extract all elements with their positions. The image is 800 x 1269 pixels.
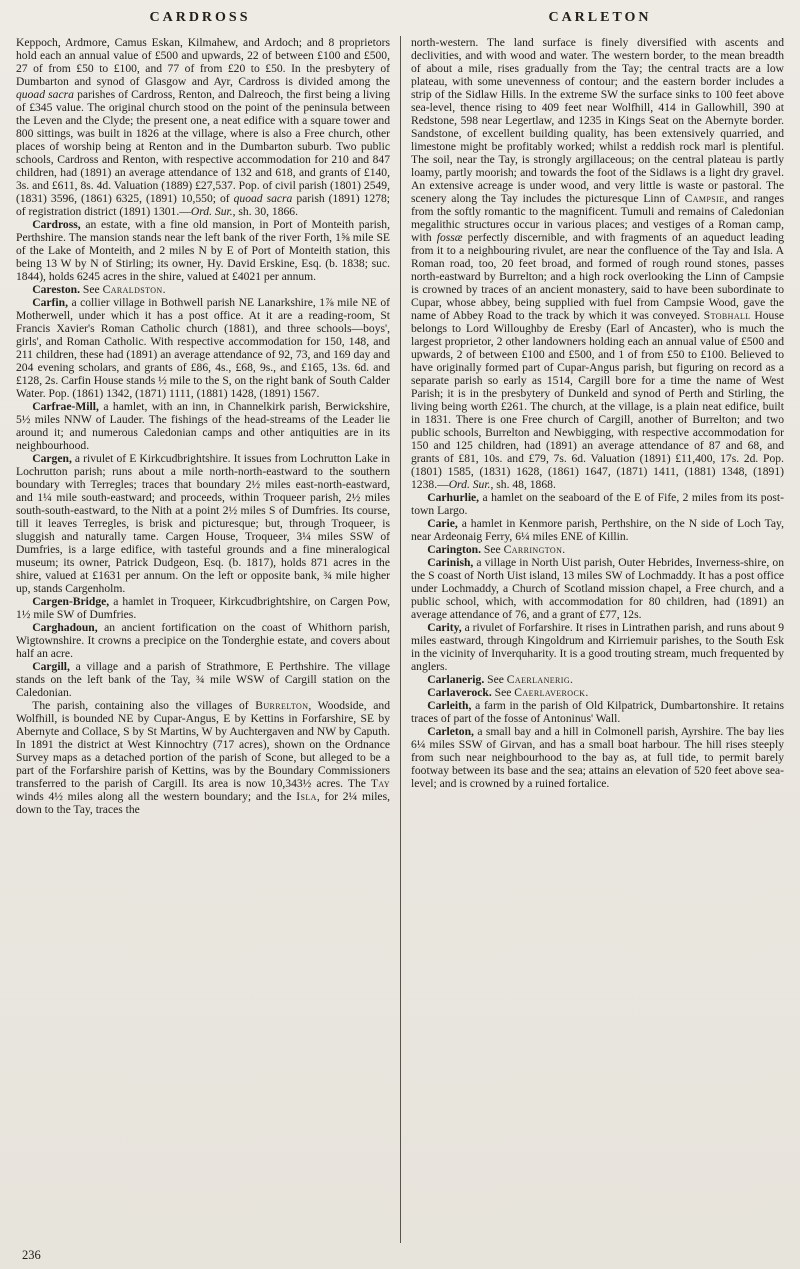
entry-text: Tay	[370, 777, 390, 790]
entry-text: quoad sacra	[233, 192, 293, 205]
entry-paragraph	[411, 673, 784, 686]
entry-text: a rivulet of Forfarshire. It rises in Lintrathen parish, and runs about 9 miles eastward, through Kingoldrum and Kirriemuir parishes, to the South Esk in the vicinity of Inverquharity. It is a good trouting stream, much frequented by anglers.	[411, 621, 784, 673]
entry-text: Ord. Sur.	[190, 205, 233, 218]
entry-text: perfectly discernible, and with fragments of an aqueduct leading from it to a neighbouring rivulet, are near the confluence of the Tay and Isla. A Roman road, too, 20 feet broad, and formed of rough round stones, passes north-eastward by Burrelton; and a high rock overlooking the Linn of Campsie is crowned by traces of an ancient monastery, said to have been subordinate to Cupar, whose abbey, being supplied with fuel from Campsie Wood, gave the name of Abbey Road to the track by which it was conveyed.	[411, 231, 784, 322]
entry-text: a village and a parish of Strathmore, E Perthshire. The village stands on the left bank of the Tay, ¾ mile WSW of Cargill station on the Caledonian.	[16, 660, 390, 699]
entry-text: , and ranges from the softly romantic to the magnificent. Tumuli and remains of Caledonian megalithic structures occur in various places; and vestiges of a Roman camp, with	[411, 192, 784, 244]
entry-paragraph	[16, 36, 390, 218]
entry-name: Carity,	[427, 621, 462, 634]
text-columns	[16, 36, 784, 1243]
running-heads	[0, 10, 800, 26]
entry-text: , Woodside, and Wolfhill, is bounded NE by Cupar-Angus, E by Kettins in Forfarshire, SE by Abernyte and Collace, S by St Martins, W by Auchtergaven and NW by Caputh. In 1891 the district at West Kinnochtry (717 acres), shown on the Ordnance Survey maps as a detached portion of the parish of Scone, but alleged to be a part of the Forfarshire parish of Kettins, was by the Boundary Commissioners transferred to the parish of Cargill. Its area is now 10,343½ acres. The	[16, 699, 390, 790]
entry-text: Caerlanerig.	[506, 673, 574, 686]
entry-text: The parish, containing also the villages of	[32, 699, 256, 712]
entry-paragraph	[411, 686, 784, 699]
entry-text: a hamlet on the seaboard of the E of Fife, 2 miles from its post-town Largo.	[411, 491, 784, 517]
entry-name: Carghadoun,	[32, 621, 98, 634]
entry-text: a village in North Uist parish, Outer Hebrides, Inverness-shire, on the S coast of North Uist island, 13 miles SW of Lochmaddy. It has a post office under Lochmaddy, a Church of Scotland mission chapel, a Free church, and a public school, which, with accommodation for 80 children, had (1891) an average attendance of 76, and a grant of £77, 12s.	[411, 556, 784, 621]
entry-paragraph	[16, 218, 390, 283]
entry-paragraph	[16, 595, 390, 621]
entry-name: Carfrae-Mill,	[32, 400, 99, 413]
entry-paragraph	[411, 36, 784, 491]
running-head-right: CARLETON	[548, 10, 652, 25]
entry-text: parishes of Cardross, Renton, and Dalreoch, the first being a living of £345 value. The original church stood on the point of the peninsula between the Leven and the Clyde; the present one, a neat edifice with a square tower and 800 sittings, was built in 1826 at the village, where is also a Free church, other places of worship being at Renton and in the Dumbarton suburb. Two public schools, Cardross and Renton, with respective accommodation for 210 and 847 children, had (1891) an average attendance of 132 and 618, and grants of £140, 3s. and £611, 8s. 4d. Valuation (1889) £27,537. Pop. of civil parish (1801) 2549, (1831) 3596, (1861) 6325, (1891) 10,550; of	[16, 88, 390, 205]
entry-text: winds 4½ miles along all the western boundary; and the	[16, 790, 297, 803]
entry-text: parish (1891) 1278; of registration district (1891) 1301.—	[16, 192, 390, 218]
entry-text: a rivulet of E Kirkcudbrightshire. It issues from Lochrutton Lake in Lochrutton parish; runs about a mile north-north-eastward to the southern boundary with Terregles; traces that boundary 2½ miles east-north-eastward, and 1¼ mile south-eastward; and proceeds, within Troqueer parish, 2½ miles south-south-eastward, to the Nith at a point 2½ miles S of Dumfries. Its course, till it leaves Terregles, is brisk and picturesque; but, through Troqueer, is sluggish and naturally tame. Cargen House, Troqueer, 3¼ miles SSW of Dumfries, is a large edifice, with tasteful grounds and a fine mineralogical museum; its owner, Patrick Dudgeon, Esq. (b. 1817), holds 871 acres in the shire, valued at £1631 per annum. On the left or opposite bank, ¾ mile higher up, stands Cargenholm.	[16, 452, 390, 595]
entry-text: a hamlet in Troqueer, Kirkcudbrightshire, on Cargen Pow, 1½ mile SW of Dumfries.	[16, 595, 390, 621]
entry-paragraph	[411, 491, 784, 517]
entry-text: a collier village in Bothwell parish NE Lanarkshire, 1⅞ mile NE of Motherwell, under which it has a post office. At it are a reading-room, St Francis Xavier's Roman Catholic church (1881), and three schools—boys', girls', and Roman Catholic. With respective accommodation for 150, 148, and 211 children, these had (1891) an average attendance of 92, 73, and 169 day and 204 evening scholars, and grants of £86, 4s., £68, 9s., and £165, 13s. 6d. and £128, 2s. Carfin House stands ½ mile to the S, on the right bank of South Calder Water. Pop. (1861) 1342, (1871) 1111, (1881) 1428, (1891) 1567.	[16, 296, 390, 400]
entry-text: , for 2¼ miles, down to the Tay, traces the	[16, 790, 390, 816]
entry-paragraph	[16, 400, 390, 452]
entry-text: quoad sacra	[16, 88, 74, 101]
entry-name: Carington.	[427, 543, 482, 556]
running-head-left: CARDROSS	[149, 10, 251, 25]
entry-text: Keppoch, Ardmore, Camus Eskan, Kilmahew, and Ardoch; and 8 proprietors hold each an annual value of £500 and upwards, 22 of between £100 and £500, 27 of from £50 to £100, and 77 of from £20 to £50. In the presbytery of Dumbarton and synod of Glasgow and Ayr, Cardross is divided among the	[16, 36, 390, 88]
column-left	[16, 36, 400, 1243]
entry-name: Careston.	[32, 283, 81, 296]
entry-text: north-western. The land surface is finely diversified with ascents and declivities, and with wood and water. The western border, to the mean breadth of about a mile, rises gradually from the Tay; the central tracts are a low plateau, with some unevenness of contour; and the eastern border includes a strip of the Sidlaw Hills. In the extreme SW the surface sinks to 100 feet above sea-level, thence rising to 409 feet near Wolfhill, 414 in Gallowhill, 390 at Redstone, 598 near Legertlaw, and 1235 in Kings Seat on the Abernyte border. Sandstone, of excellent building quality, has been extensively quarried, and limestone might be profitably worked; whilst a reddish rock marl is plentiful. The soil, near the Tay, is strongly argillaceous; on the central plateau is partly loamy, partly moorish; and towards the foot of the Sidlaws is a light dry gravel. An extensive acreage is under wood, and very little is waste or pastoral. The scenery along the Tay includes the picturesque Linn of	[411, 36, 784, 205]
entry-text: Ord. Sur.	[448, 478, 491, 491]
entry-name: Cargill,	[32, 660, 70, 673]
entry-paragraph	[411, 543, 784, 556]
entry-text: See	[481, 543, 504, 556]
entry-text: See	[491, 686, 515, 699]
entry-paragraph	[16, 699, 390, 816]
entry-text: Caraldston.	[102, 283, 166, 296]
entry-name: Carlanerig.	[427, 673, 485, 686]
entry-text: , sh. 48, 1868.	[490, 478, 556, 491]
entry-text: , sh. 30, 1866.	[232, 205, 299, 218]
entry-text: See	[80, 283, 103, 296]
entry-text: an ancient fortification on the coast of Whithorn parish, Wigtownshire. It crowns a precipice on the Tonderghie estate, and covers about half an acre.	[16, 621, 390, 660]
entry-name: Carleith,	[427, 699, 472, 712]
entry-text: an estate, with a fine old mansion, in Port of Monteith parish, Perthshire. The mansion stands near the left bank of the river Forth, 1⅝ mile SE of the Lake of Monteith, and 2 miles N by E of Port of Monteith station, this being 13 W by N of Stirling; its owner, Hy. David Erskine, Esq. (b. 1838; suc. 1844), holds 6245 acres in the shire, valued at £4021 per annum.	[16, 218, 390, 283]
entry-text: a farm in the parish of Old Kilpatrick, Dumbartonshire. It retains traces of part of the fosse of Antoninus' Wall.	[411, 699, 784, 725]
entry-paragraph	[411, 517, 784, 543]
entry-text: Campsie	[684, 192, 725, 205]
entry-text: Caerlaverock.	[514, 686, 589, 699]
entry-paragraph	[16, 283, 390, 296]
entry-text: a hamlet, with an inn, in Channelkirk parish, Berwickshire, 5½ miles NNW of Lauder. The fishings of the head-streams of the Leader lie around it; and numerous Caledonian camps and other antiquities are in its neighbourhood.	[16, 400, 390, 452]
entry-text: Burrelton	[255, 699, 309, 712]
entry-paragraph	[411, 556, 784, 621]
entry-paragraph	[411, 699, 784, 725]
entry-name: Carlaverock.	[427, 686, 492, 699]
entry-text: a hamlet in Kenmore parish, Perthshire, on the N side of Loch Tay, near Ardeonaig Ferry, 6¼ miles ENE of Killin.	[411, 517, 784, 543]
entry-name: Carinish,	[427, 556, 474, 569]
entry-text: Stobhall	[703, 309, 751, 322]
entry-text: a small bay and a hill in Colmonell parish, Ayrshire. The bay lies 6¼ miles SSW of Girvan, and has a small boat harbour. The hill rises steeply from such near neighbourhood to the bay as, at full tide, to permit barely footway between its base and the sea; attains an elevation of 520 feet above sea-level; and is crowned by a ruined fortalice.	[411, 725, 784, 790]
entry-text: Carrington.	[503, 543, 566, 556]
entry-paragraph	[16, 452, 390, 595]
entry-text: Isla	[296, 790, 317, 803]
entry-text: See	[484, 673, 507, 686]
page-number: 236	[22, 1248, 41, 1262]
entry-name: Cargen,	[32, 452, 72, 465]
entry-paragraph	[16, 296, 390, 400]
entry-name: Carie,	[427, 517, 458, 530]
entry-name: Carfin,	[32, 296, 68, 309]
entry-name: Cargen-Bridge,	[32, 595, 110, 608]
entry-paragraph	[16, 621, 390, 660]
entry-name: Carhurlie,	[427, 491, 480, 504]
entry-paragraph	[16, 660, 390, 699]
entry-paragraph	[411, 621, 784, 673]
entry-text: House belongs to Lord Willoughby de Eresby (Earl of Ancaster), who is much the largest proprietor, 2 other landowners holding each an annual value of £500 and upwards, 2 of between £100 and £500, and 1 of from £50 to £100. Believed to have originally formed part of Cupar-Angus parish, but figuring on record as a separate parish so early as 1514, Cargill bore for a time the name of West Parish; it is in the presbytery of Dunkeld and synod of Perth and Stirling, the living being worth £261. The church, at the village, is a plain neat edifice, built in 1831. There is one Free church of Cargill, another of Burrelton; and two public schools, Burrelton and Newbigging, with respective accommodation for 150 and 125 children, had (1891) an average attendance of 87 and 68, and grants of £81, 10s. and £79, 7s. 6d. Valuation (1891) £11,400, 17s. 2d. Pop. (1801) 1585, (1831) 1628, (1861) 1647, (1871) 1411, (1881) 1348, (1891) 1238.—	[411, 309, 784, 491]
column-right	[400, 36, 784, 1243]
entry-text: fossæ	[436, 231, 463, 244]
entry-name: Carleton,	[427, 725, 474, 738]
entry-name: Cardross,	[32, 218, 81, 231]
entry-paragraph	[411, 725, 784, 790]
